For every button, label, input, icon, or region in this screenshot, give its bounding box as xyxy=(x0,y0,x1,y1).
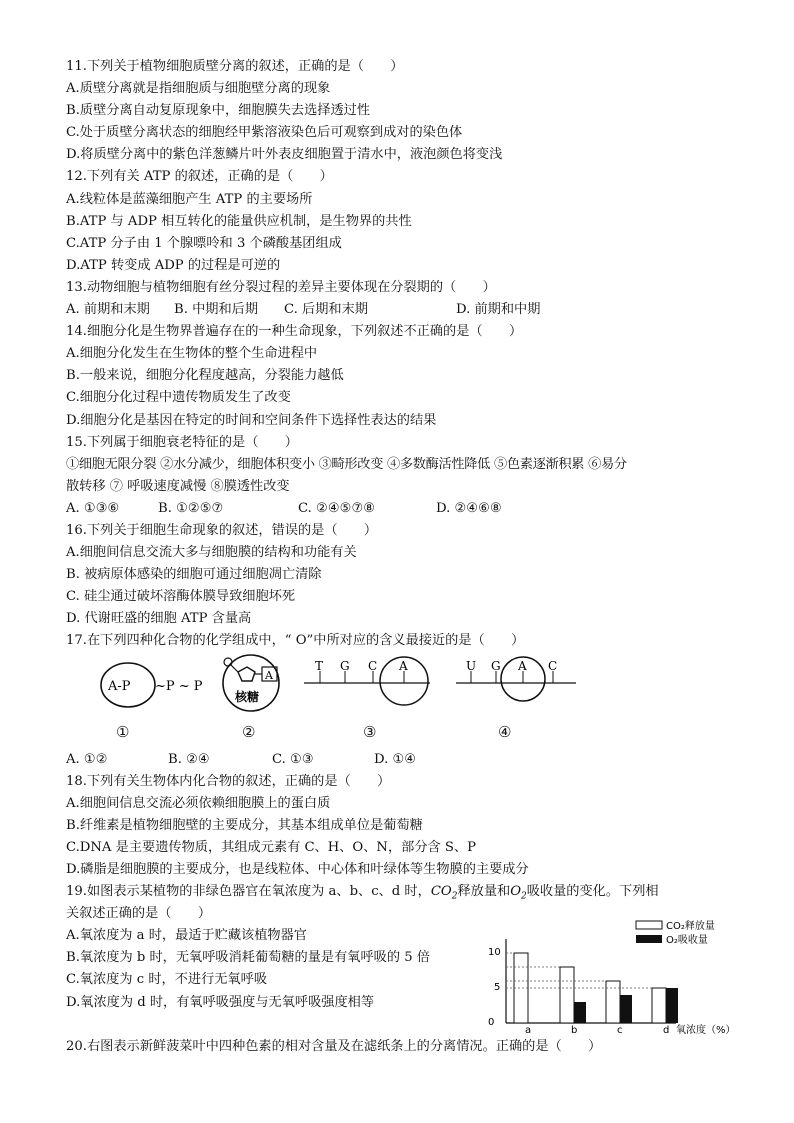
q19-bar-chart xyxy=(486,919,756,1035)
x-axis-label: 氧浓度（%） xyxy=(676,1025,736,1036)
fig1-label: ① xyxy=(116,722,130,741)
fig2-text: 核糖 xyxy=(235,689,260,704)
fig2-pentagon-icon xyxy=(238,667,255,681)
o2-text: O xyxy=(510,884,522,900)
q11-option-c: C.处于质壁分离状态的细胞经甲紫溶液染色后可观察到成对的染色体 xyxy=(66,125,463,141)
fig4-label: ④ xyxy=(498,722,512,741)
q16-option-a: A.细胞间信息交流大多与细胞膜的结构和功能有关 xyxy=(66,545,357,561)
fig2-base: A xyxy=(265,668,273,682)
q19-option-c: C.氧浓度为 c 时，不进行无氧呼吸 xyxy=(66,972,268,988)
bar-o2-b xyxy=(574,1002,586,1023)
fig3-base-g: G xyxy=(340,658,350,673)
fig2-phosphate-icon xyxy=(224,658,232,666)
x-tick-c: c xyxy=(617,1025,623,1036)
q18-option-c: C.DNA 是主要遗传物质，其组成元素有 C、H、O、N，部分含 S、P xyxy=(66,839,476,855)
q18-option-a: A.细胞间信息交流必须依赖细胞膜上的蛋白质 xyxy=(66,795,331,811)
q19-option-d: D.氧浓度为 d 时，有氧呼吸强度与无氧呼吸强度相等 xyxy=(66,994,375,1010)
fig4-base-c: C xyxy=(548,658,558,673)
q18-option-d: D.磷脂是细胞膜的主要成分，也是线粒体、中心体和叶绿体等生物膜的主要成分 xyxy=(66,862,529,877)
q13-option-d: D. 前期和中期 xyxy=(456,302,541,318)
q17-options xyxy=(66,749,766,771)
bar-co2-a xyxy=(514,953,528,1023)
exam-page xyxy=(66,56,766,1058)
q15-items-line1: ①细胞无限分裂 ②水分减少，细胞体积变小 ③畸形改变 ④多数酶活性降低 ⑤色素逐渐积累 ⑥易分 xyxy=(66,456,627,472)
q15-options xyxy=(66,498,766,520)
o2-formula xyxy=(510,884,527,902)
q17-diagrams xyxy=(66,653,626,749)
co2-text: CO xyxy=(430,884,452,900)
fig4-base-u: U xyxy=(466,658,477,673)
y-tick-10: 10 xyxy=(488,947,501,959)
legend-label-o2: O₂吸收量 xyxy=(666,935,708,947)
q15-option-b: B. ①②⑤⑦ xyxy=(158,500,224,516)
q16-stem: 16.下列关于细胞生命现象的叙述，错误的是（ ） xyxy=(66,522,378,538)
q13-stem: 13.动物细胞与植物细胞有丝分裂过程的差异主要体现在分裂期的（ ） xyxy=(66,279,496,295)
y-tick-5: 5 xyxy=(494,982,501,994)
q19-stem-part2: 释放量和 xyxy=(457,884,511,900)
q14-stem: 14.细胞分化是生物界普遍存在的一种生命现象，下列叙述不正确的是（ ） xyxy=(66,324,523,340)
q11-stem: 11.下列关于植物细胞质壁分离的叙述，正确的是（ ） xyxy=(66,59,404,74)
fig2-bond xyxy=(231,665,238,672)
x-tick-b: b xyxy=(571,1025,578,1036)
chart-legend xyxy=(636,919,715,946)
x-tick-d: d xyxy=(663,1025,670,1036)
q13-option-c: C. 后期和末期 xyxy=(284,302,368,318)
q17-option-d: D. ①④ xyxy=(374,751,417,767)
fig4-base-g: G xyxy=(491,658,501,673)
bar-o2-c xyxy=(620,995,632,1023)
bar-o2-d xyxy=(666,988,678,1023)
q15-option-a: A. ①③⑥ xyxy=(66,500,120,516)
q12-option-c: C.ATP 分子由 1 个腺嘌呤和 3 个磷酸基团组成 xyxy=(66,235,342,251)
q11-option-b: B.质壁分离自动复原现象中，细胞膜失去选择透过性 xyxy=(66,103,371,119)
q11-option-d: D.将质壁分离中的紫色洋葱鳞片叶外表皮细胞置于清水中，液泡颜色将变浅 xyxy=(66,147,503,163)
bar-co2-c xyxy=(606,981,620,1023)
bar-co2-b xyxy=(560,967,574,1023)
q18-option-b: B.纤维素是植物细胞壁的主要成分，其基本组成单位是葡萄糖 xyxy=(66,817,423,833)
bar-co2-d xyxy=(652,988,666,1023)
q19-stem-line2: 关叙述正确的是（ ） xyxy=(66,906,212,922)
q12-option-a: A.线粒体是蓝藻细胞产生 ATP 的主要场所 xyxy=(66,191,313,207)
q13-option-b: B. 中期和后期 xyxy=(174,302,259,318)
o2-sub: 2 xyxy=(521,891,527,902)
q12-stem: 12.下列有关 ATP 的叙述，正确的是（ ） xyxy=(66,169,333,185)
q16-option-c: C. 硅尘通过破坏溶酶体膜导致细胞坏死 xyxy=(66,589,296,605)
co2-sub: 2 xyxy=(451,891,458,902)
q17-option-c: C. ①③ xyxy=(272,751,314,767)
y-origin-label: 0 xyxy=(488,1017,495,1029)
fig3-base-t: T xyxy=(315,658,324,673)
q12-option-d: D.ATP 转变成 ADP 的过程是可逆的 xyxy=(66,257,281,273)
q17-figure xyxy=(66,653,766,749)
q14-option-c: C.细胞分化过程中遗传物质发生了改变 xyxy=(66,390,291,406)
legend-label-co2: CO₂释放量 xyxy=(666,921,715,933)
q13-option-a: A. 前期和末期 xyxy=(66,302,150,318)
fig2-label: ② xyxy=(242,722,256,741)
q13-options xyxy=(66,299,766,321)
q11-option-a: A.质壁分离就是指细胞质与细胞壁分离的现象 xyxy=(66,81,331,97)
q16-option-b: B. 被病原体感染的细胞可通过细胞凋亡清除 xyxy=(66,567,322,583)
q14-option-d: D.细胞分化是基因在特定的时间和空间条件下选择性表达的结果 xyxy=(66,412,437,428)
fig1-tail: ~P ~ P xyxy=(155,678,203,694)
q15-items-line2: 散转移 ⑦ 呼吸速度减慢 ⑧膜透性改变 xyxy=(66,478,290,494)
q19-option-b: B.氧浓度为 b 时，无氧呼吸消耗葡萄糖的量是有氧呼吸的 5 倍 xyxy=(66,950,430,966)
q19-stem-part1: 19.如图表示某植物的非绿色器官在氧浓度为 a、b、c、d 时， xyxy=(66,884,431,900)
fig4-base-a: A xyxy=(518,658,527,673)
q15-option-d: D. ②④⑥⑧ xyxy=(436,500,502,516)
fig1-text: A-P xyxy=(108,678,131,694)
q19-option-a: A.氧浓度为 a 时，最适于贮藏该植物器官 xyxy=(66,928,307,944)
q15-stem: 15.下列属于细胞衰老特征的是（ ） xyxy=(66,434,298,450)
q19-stem-part3: 吸收量的变化。下列相 xyxy=(526,884,659,900)
q17-option-a: A. ①② xyxy=(66,751,108,767)
q17-option-b: B. ②④ xyxy=(168,751,210,767)
x-tick-a: a xyxy=(525,1025,532,1036)
fig3-base-c: C xyxy=(368,658,378,673)
q15-option-c: C. ②④⑤⑦⑧ xyxy=(298,500,376,516)
q19-stem-line1 xyxy=(66,881,766,903)
legend-swatch-o2 xyxy=(636,935,662,943)
fig3-label: ③ xyxy=(363,722,377,741)
q18-stem: 18.下列有关生物体内化合物的叙述，正确的是（ ） xyxy=(66,773,391,789)
co2-formula xyxy=(430,884,458,902)
q16-option-d: D. 代谢旺盛的细胞 ATP 含量高 xyxy=(66,611,252,627)
q14-option-b: B.一般来说，细胞分化程度越高，分裂能力越低 xyxy=(66,368,344,384)
q14-option-a: A.细胞分化发生在生物体的整个生命进程中 xyxy=(66,346,318,362)
legend-swatch-co2 xyxy=(636,921,662,929)
q17-stem: 17.在下列四种化合物的化学组成中，“ O”中所对应的含义最接近的是（ ） xyxy=(66,633,525,649)
fig3-base-a: A xyxy=(399,658,408,673)
q20-stem: 20.右图表示新鲜菠菜叶中四种色素的相对含量及在滤纸条上的分离情况。正确的是（ ） xyxy=(66,1038,602,1054)
q12-option-b: B.ATP 与 ADP 相互转化的能量供应机制，是生物界的共性 xyxy=(66,213,412,229)
q19-block xyxy=(66,881,766,1036)
